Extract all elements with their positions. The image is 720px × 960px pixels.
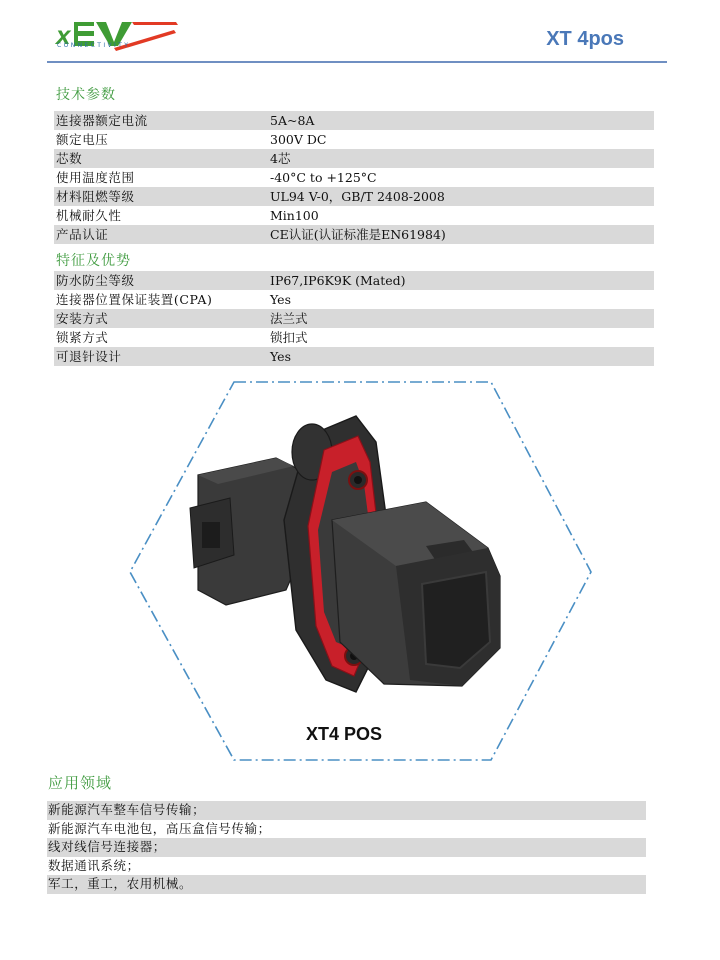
table-row bbox=[54, 187, 654, 206]
tech-params-table bbox=[54, 111, 654, 244]
tech-params-title: 技术参数 bbox=[56, 87, 116, 103]
param-name: 机械耐久性 bbox=[56, 208, 122, 223]
application-text: 军工，重工，农用机械。 bbox=[48, 876, 193, 891]
param-value: IP67,IP6K9K (Mated) bbox=[270, 273, 406, 288]
table-row bbox=[54, 168, 654, 187]
features-table bbox=[54, 271, 654, 366]
svg-text:x: x bbox=[56, 20, 71, 50]
list-item bbox=[47, 857, 646, 876]
param-name: 材料阻燃等级 bbox=[56, 189, 135, 204]
param-name: 防水防尘等级 bbox=[56, 273, 135, 288]
param-name: 可退针设计 bbox=[56, 349, 122, 364]
header-divider bbox=[47, 61, 667, 63]
param-name: 芯数 bbox=[56, 151, 83, 166]
table-row bbox=[54, 309, 654, 328]
param-value: 法兰式 bbox=[270, 311, 308, 326]
param-value: Min100 bbox=[270, 208, 319, 223]
table-row bbox=[54, 149, 654, 168]
param-name: 连接器额定电流 bbox=[56, 113, 148, 128]
param-name: 连接器位置保证装置(CPA) bbox=[56, 292, 213, 307]
page-header bbox=[0, 0, 720, 70]
applications-title: 应用领域 bbox=[48, 774, 113, 792]
table-row bbox=[54, 347, 654, 366]
table-row bbox=[54, 290, 654, 309]
param-name: 额定电压 bbox=[56, 132, 109, 147]
application-text: 线对线信号连接器； bbox=[48, 839, 166, 854]
logo-subtitle: CONNECTIVITY bbox=[57, 42, 131, 49]
param-value: 300V DC bbox=[270, 132, 327, 147]
table-row bbox=[54, 206, 654, 225]
document-title: XT 4pos bbox=[546, 28, 624, 50]
param-name: 安装方式 bbox=[56, 311, 109, 326]
table-row bbox=[54, 130, 654, 149]
param-value: 5A~8A bbox=[270, 113, 315, 128]
list-item bbox=[47, 875, 646, 894]
param-value: Yes bbox=[270, 292, 291, 307]
application-text: 新能源汽车电池包，高压盒信号传输； bbox=[48, 820, 271, 836]
product-figure bbox=[126, 380, 596, 765]
applications-list bbox=[47, 801, 646, 894]
table-row bbox=[54, 328, 654, 347]
param-value: -40°C to +125°C bbox=[270, 170, 377, 185]
table-row bbox=[54, 271, 654, 290]
features-title: 特征及优势 bbox=[56, 253, 131, 269]
param-value: 锁扣式 bbox=[270, 330, 308, 345]
figure-caption: XT4 POS bbox=[306, 724, 383, 744]
list-item bbox=[47, 820, 646, 839]
param-value: UL94 V-0，GB/T 2408-2008 bbox=[270, 189, 445, 204]
list-item bbox=[47, 801, 646, 820]
param-value: 4芯 bbox=[270, 151, 291, 166]
list-item bbox=[47, 838, 646, 857]
param-name: 使用温度范围 bbox=[56, 170, 135, 185]
application-text: 数据通讯系统； bbox=[48, 857, 140, 873]
connector-image bbox=[190, 416, 500, 692]
param-name: 锁紧方式 bbox=[56, 330, 109, 345]
application-text: 新能源汽车整车信号传输； bbox=[48, 802, 206, 817]
table-row bbox=[54, 111, 654, 130]
param-value: Yes bbox=[270, 349, 291, 364]
table-row bbox=[54, 225, 654, 244]
param-value: CE认证(认证标准是EN61984) bbox=[270, 227, 446, 242]
param-name: 产品认证 bbox=[56, 227, 109, 242]
